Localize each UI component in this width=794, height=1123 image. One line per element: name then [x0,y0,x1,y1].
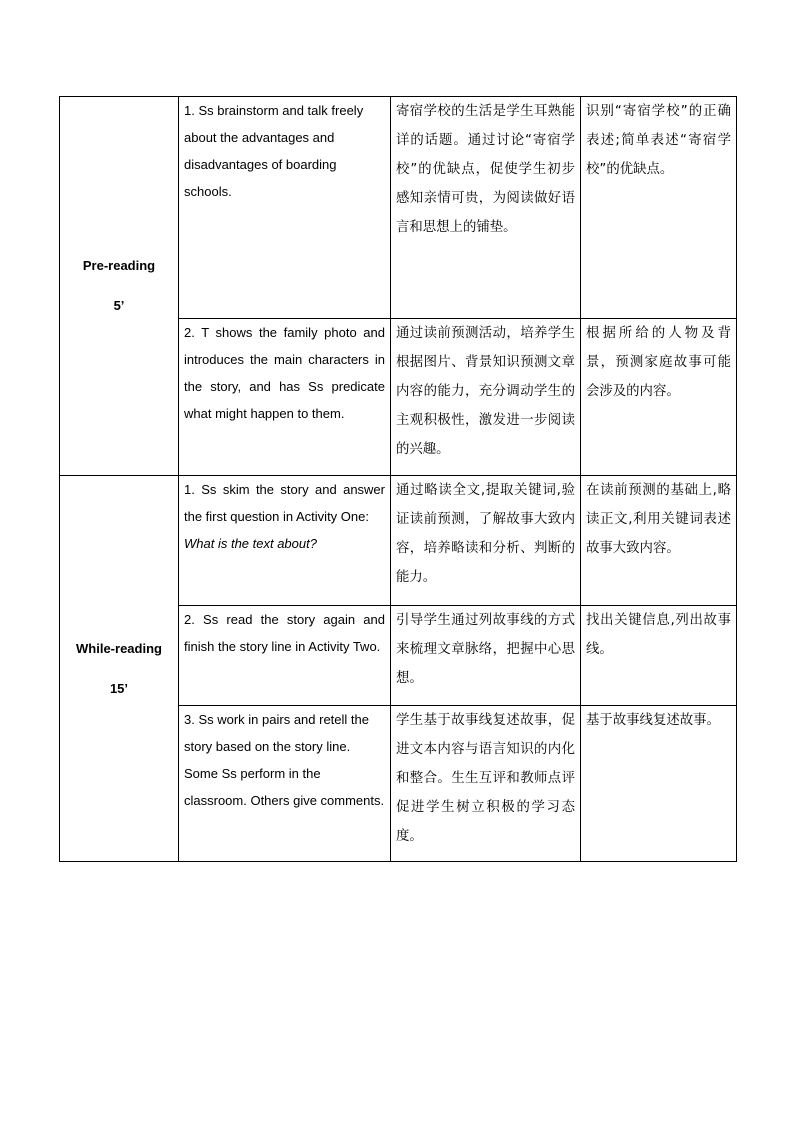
activity-text: 1. Ss brainstorm and talk freely about the advantages and disadvantages of boarding schools. [184,103,364,199]
stage-time: 5’ [113,298,125,313]
purpose-text: 通过读前预测活动，培养学生根据图片、背景知识预测文章内容的能力，充分调动学生的主观积极性，激发进一步阅读的兴趣。 [396,326,575,457]
activity-cell [179,476,391,606]
activity-question: What is the text about? [184,536,317,551]
purpose-cell [391,606,581,706]
outcome-cell [581,706,737,862]
purpose-text: 寄宿学校的生活是学生耳熟能详的话题。通过讨论“寄宿学校”的优缺点，促使学生初步感知亲情可贵，为阅读做好语言和思想上的铺垫。 [396,104,575,235]
activity-cell [179,706,391,862]
purpose-text: 学生基于故事线复述故事，促进文本内容与语言知识的内化和整合。生生互评和教师点评促进学生树立积极的学习态度。 [396,713,575,844]
activity-text: 2. T shows the family photo and introduces the main characters in the story, and has Ss predicate what might happen to them. [184,325,385,421]
activity-text: 3. Ss work in pairs and retell the story based on the story line. Some Ss perform in the classroom. Others give comments. [184,712,385,808]
outcome-text: 在读前预测的基础上,略读正文,利用关键词表述故事大致内容。 [586,483,731,556]
activity-cell [179,97,391,319]
stage-time: 15’ [109,680,129,696]
purpose-cell [391,706,581,862]
purpose-cell [391,97,581,319]
activity-cell [179,319,391,476]
stage-name: Pre-reading [82,258,156,273]
purpose-text: 通过略读全文,提取关键词,验证读前预测，了解故事大致内容，培养略读和分析、判断的能力。 [396,483,575,585]
outcome-cell [581,476,737,606]
outcome-text: 识别“寄宿学校”的正确表述;简单表述“寄宿学校”的优缺点。 [586,104,731,177]
lesson-plan-table [59,96,737,862]
purpose-cell [391,319,581,476]
stage-name: While-reading [76,640,162,656]
table-row [60,97,737,319]
activity-text: 2. Ss read the story again and finish the story line in Activity Two. [184,612,385,654]
stage-cell-pre-reading [60,97,179,476]
purpose-text: 引导学生通过列故事线的方式来梳理文章脉络，把握中心思想。 [396,613,575,686]
stage-cell-while-reading [60,476,179,862]
table-row [60,476,737,606]
outcome-cell [581,319,737,476]
activity-text: 1. Ss skim the story and answer the first question in Activity One: [184,482,385,524]
activity-cell [179,606,391,706]
outcome-cell [581,606,737,706]
outcome-text: 基于故事线复述故事。 [586,713,720,728]
outcome-text: 根据所给的人物及背景，预测家庭故事可能会涉及的内容。 [586,326,731,399]
outcome-cell [581,97,737,319]
outcome-text: 找出关键信息,列出故事线。 [586,613,731,657]
purpose-cell [391,476,581,606]
